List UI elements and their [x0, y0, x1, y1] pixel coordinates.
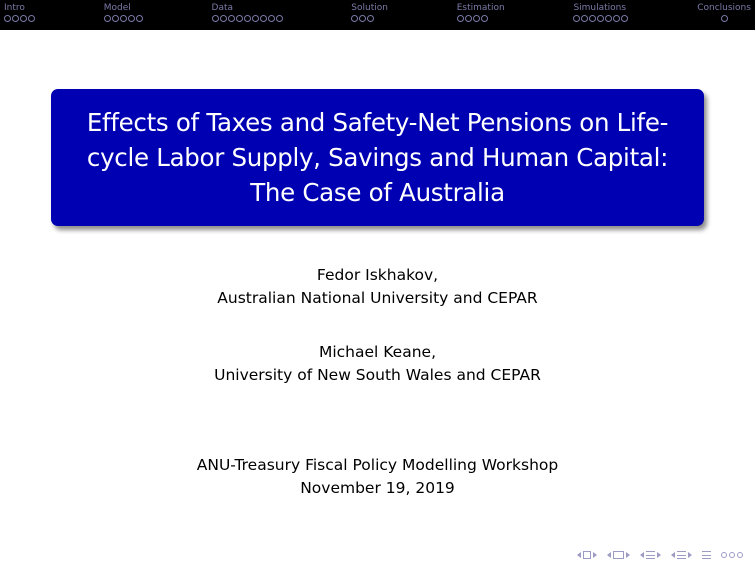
back-icon[interactable] [729, 552, 735, 558]
section-icon [677, 551, 686, 559]
section-nav-control[interactable] [671, 551, 692, 559]
author-affiliation: Australian National University and CEPAR [217, 289, 538, 307]
nav-section-solution[interactable] [351, 0, 388, 30]
frame-dot[interactable] [473, 15, 480, 22]
previous-section-icon[interactable] [671, 552, 675, 558]
section-navigation-bar [0, 0, 755, 30]
frame-dot[interactable] [220, 15, 227, 22]
subsection-nav-control[interactable] [640, 551, 661, 559]
frame-dot[interactable] [351, 15, 358, 22]
frame-dot[interactable] [112, 15, 119, 22]
frame-dot[interactable] [597, 15, 604, 22]
nav-label[interactable]: Simulations [573, 3, 627, 13]
frame-dot[interactable] [367, 15, 374, 22]
frame-dot[interactable] [252, 15, 259, 22]
nav-section-intro[interactable] [4, 0, 35, 30]
search-back-forward-control[interactable] [721, 552, 743, 558]
frame-dot[interactable] [581, 15, 588, 22]
forward-icon[interactable] [737, 552, 743, 558]
previous-subsection-icon[interactable] [640, 552, 644, 558]
frame-dot[interactable] [12, 15, 19, 22]
nav-label[interactable]: Estimation [456, 3, 505, 13]
author-name: Michael Keane, [318, 343, 436, 361]
previous-frame-icon[interactable] [607, 552, 611, 558]
frame-dot[interactable] [276, 15, 283, 22]
subsection-icon [646, 551, 655, 559]
presentation-title: Effects of Taxes and Safety-Net Pensions on Life-cycle Labor Supply, Savings and Human Capital: The Case of Australia [86, 108, 669, 207]
frame-dot[interactable] [613, 15, 620, 22]
title-block [51, 89, 704, 226]
frame-dot[interactable] [621, 15, 628, 22]
frame-dot[interactable] [589, 15, 596, 22]
nav-section-conclusions[interactable] [697, 0, 751, 30]
frame-nav-control[interactable] [607, 551, 630, 559]
author-name: Fedor Iskhakov, [316, 266, 439, 284]
nav-label[interactable]: Conclusions [697, 3, 751, 13]
frame-dot[interactable] [457, 15, 464, 22]
frame-dot[interactable] [28, 15, 35, 22]
nav-section-data[interactable] [212, 0, 283, 30]
nav-section-simulations[interactable] [573, 0, 628, 30]
nav-label[interactable]: Data [211, 3, 234, 13]
nav-section-estimation[interactable] [457, 0, 505, 30]
event-block [0, 454, 755, 500]
frame-dot[interactable] [481, 15, 488, 22]
frame-dot[interactable] [4, 15, 11, 22]
nav-dots[interactable] [4, 15, 35, 23]
nav-dots[interactable] [351, 15, 374, 23]
slide-icon [583, 551, 591, 559]
nav-dots[interactable] [573, 15, 628, 23]
document-icon[interactable] [702, 551, 711, 559]
nav-dots[interactable] [212, 15, 283, 23]
frame-dot[interactable] [573, 15, 580, 22]
nav-dots[interactable] [457, 15, 488, 23]
beamer-navigation-controls [577, 551, 743, 559]
frame-dot[interactable] [721, 15, 728, 22]
nav-label[interactable]: Model [103, 3, 131, 13]
event-date: November 19, 2019 [300, 479, 455, 497]
search-icon[interactable] [721, 552, 727, 558]
frame-dot[interactable] [260, 15, 267, 22]
next-subsection-icon[interactable] [657, 552, 661, 558]
document-nav-control[interactable] [702, 551, 711, 559]
author-affiliation: University of New South Wales and CEPAR [214, 366, 541, 384]
event-name: ANU-Treasury Fiscal Policy Modelling Workshop [196, 456, 559, 474]
next-frame-icon[interactable] [626, 552, 630, 558]
frame-icon [613, 551, 624, 559]
nav-label[interactable]: Intro [4, 3, 25, 13]
frame-dot[interactable] [268, 15, 275, 22]
frame-dot[interactable] [465, 15, 472, 22]
nav-dots[interactable] [104, 15, 143, 23]
frame-dot[interactable] [605, 15, 612, 22]
frame-dot[interactable] [104, 15, 111, 22]
nav-dots[interactable] [721, 15, 728, 23]
frame-dot[interactable] [120, 15, 127, 22]
frame-dot[interactable] [359, 15, 366, 22]
frame-dot[interactable] [128, 15, 135, 22]
frame-dot[interactable] [20, 15, 27, 22]
nav-section-model[interactable] [104, 0, 143, 30]
next-section-icon[interactable] [688, 552, 692, 558]
frame-dot[interactable] [228, 15, 235, 22]
frame-dot[interactable] [244, 15, 251, 22]
author-block [0, 264, 755, 310]
nav-label[interactable]: Solution [351, 3, 388, 13]
next-slide-icon[interactable] [593, 552, 597, 558]
author-block [0, 341, 755, 387]
frame-dot[interactable] [136, 15, 143, 22]
previous-slide-icon[interactable] [577, 552, 581, 558]
frame-dot[interactable] [212, 15, 219, 22]
frame-dot[interactable] [236, 15, 243, 22]
slide-nav-control[interactable] [577, 551, 597, 559]
